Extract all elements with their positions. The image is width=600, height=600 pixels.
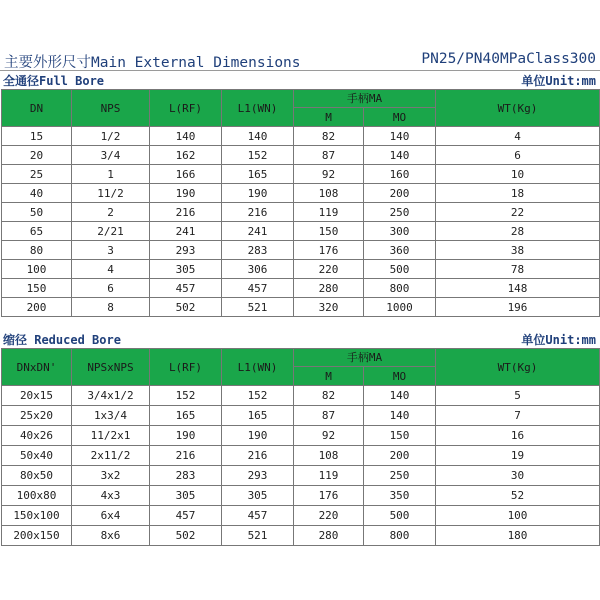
table-row (2, 260, 600, 279)
cell-nps: 6 (72, 279, 150, 298)
col-header-m: M (294, 108, 364, 127)
cell-mo: 140 (364, 406, 436, 426)
table-row (2, 241, 600, 260)
cell-m: 108 (294, 184, 364, 203)
cell-nps: 3x2 (72, 466, 150, 486)
table-row (2, 203, 600, 222)
cell-dn: 50 (2, 203, 72, 222)
cell-l-rf: 293 (150, 241, 222, 260)
col-header-dn: DNxDN' (2, 349, 72, 386)
table-row (2, 298, 600, 317)
cell-l1-wn: 190 (222, 184, 294, 203)
cell-l1-wn: 457 (222, 506, 294, 526)
col-header-l-rf: L(RF) (150, 349, 222, 386)
cell-mo: 150 (364, 426, 436, 446)
cell-l1-wn: 521 (222, 298, 294, 317)
cell-l1-wn: 306 (222, 260, 294, 279)
cell-m: 220 (294, 260, 364, 279)
cell-dn: 65 (2, 222, 72, 241)
cell-m: 150 (294, 222, 364, 241)
cell-m: 92 (294, 165, 364, 184)
col-header-nps: NPS (72, 90, 150, 127)
cell-dn: 150x100 (2, 506, 72, 526)
cell-l1-wn: 152 (222, 146, 294, 165)
full-bore-table (1, 89, 600, 317)
col-header-l1-wn: L1(WN) (222, 349, 294, 386)
cell-l-rf: 162 (150, 146, 222, 165)
cell-mo: 800 (364, 526, 436, 546)
cell-l-rf: 283 (150, 466, 222, 486)
cell-dn: 50x40 (2, 446, 72, 466)
col-header-l-rf: L(RF) (150, 90, 222, 127)
cell-nps: 11/2x1 (72, 426, 150, 446)
cell-wt: 148 (436, 279, 600, 298)
cell-l1-wn: 216 (222, 203, 294, 222)
cell-l-rf: 502 (150, 526, 222, 546)
cell-m: 82 (294, 127, 364, 146)
cell-mo: 350 (364, 486, 436, 506)
cell-wt: 4 (436, 127, 600, 146)
cell-l-rf: 166 (150, 165, 222, 184)
full-bore-body (2, 127, 600, 317)
cell-wt: 78 (436, 260, 600, 279)
cell-l1-wn: 457 (222, 279, 294, 298)
cell-m: 87 (294, 406, 364, 426)
table-row (2, 426, 600, 446)
table-row (2, 279, 600, 298)
cell-l-rf: 152 (150, 386, 222, 406)
cell-nps: 1x3/4 (72, 406, 150, 426)
cell-nps: 6x4 (72, 506, 150, 526)
cell-m: 280 (294, 279, 364, 298)
cell-m: 220 (294, 506, 364, 526)
cell-wt: 19 (436, 446, 600, 466)
cell-l1-wn: 190 (222, 426, 294, 446)
table-row (2, 222, 600, 241)
cell-nps: 3/4 (72, 146, 150, 165)
col-header-m: M (294, 367, 364, 386)
cell-mo: 500 (364, 506, 436, 526)
col-header-dn: DN (2, 90, 72, 127)
cell-wt: 30 (436, 466, 600, 486)
col-header-handle: 手柄MA (294, 90, 436, 108)
reduced-bore-label: 缩径 Reduced Bore (3, 333, 121, 347)
cell-l-rf: 457 (150, 279, 222, 298)
cell-dn: 200 (2, 298, 72, 317)
cell-l-rf: 190 (150, 184, 222, 203)
cell-dn: 20 (2, 146, 72, 165)
cell-dn: 100 (2, 260, 72, 279)
cell-nps: 11/2 (72, 184, 150, 203)
table-row (2, 386, 600, 406)
cell-l-rf: 502 (150, 298, 222, 317)
cell-wt: 180 (436, 526, 600, 546)
table-row (2, 127, 600, 146)
cell-nps: 4x3 (72, 486, 150, 506)
cell-mo: 200 (364, 446, 436, 466)
table-row (2, 526, 600, 546)
cell-mo: 500 (364, 260, 436, 279)
cell-wt: 7 (436, 406, 600, 426)
cell-l1-wn: 521 (222, 526, 294, 546)
cell-wt: 52 (436, 486, 600, 506)
cell-dn: 200x150 (2, 526, 72, 546)
cell-m: 176 (294, 241, 364, 260)
cell-mo: 140 (364, 127, 436, 146)
table-row (2, 165, 600, 184)
col-header-mo: MO (364, 108, 436, 127)
cell-nps: 2x11/2 (72, 446, 150, 466)
cell-nps: 1 (72, 165, 150, 184)
cell-m: 92 (294, 426, 364, 446)
reduced-bore-unit-label: 单位Unit:mm (521, 333, 596, 347)
col-header-wt: WT(Kg) (436, 349, 600, 386)
cell-l-rf: 165 (150, 406, 222, 426)
cell-m: 87 (294, 146, 364, 165)
cell-l-rf: 305 (150, 486, 222, 506)
cell-nps: 3/4x1/2 (72, 386, 150, 406)
table-row (2, 486, 600, 506)
cell-mo: 140 (364, 146, 436, 165)
cell-dn: 15 (2, 127, 72, 146)
page-title: 主要外形尺寸Main External Dimensions (4, 55, 301, 71)
full-bore-label: 全通径Full Bore (3, 74, 105, 88)
col-header-handle: 手柄MA (294, 349, 436, 367)
cell-m: 119 (294, 203, 364, 222)
cell-wt: 16 (436, 426, 600, 446)
cell-l-rf: 140 (150, 127, 222, 146)
table-row (2, 506, 600, 526)
cell-mo: 250 (364, 466, 436, 486)
cell-wt: 5 (436, 386, 600, 406)
cell-dn: 20x15 (2, 386, 72, 406)
cell-m: 176 (294, 486, 364, 506)
table-row (2, 184, 600, 203)
cell-mo: 360 (364, 241, 436, 260)
col-header-mo: MO (364, 367, 436, 386)
cell-m: 320 (294, 298, 364, 317)
cell-wt: 6 (436, 146, 600, 165)
col-header-l1-wn: L1(WN) (222, 90, 294, 127)
cell-nps: 8 (72, 298, 150, 317)
reduced-bore-table (1, 348, 600, 546)
cell-m: 119 (294, 466, 364, 486)
cell-nps: 4 (72, 260, 150, 279)
cell-l1-wn: 293 (222, 466, 294, 486)
cell-l1-wn: 305 (222, 486, 294, 506)
cell-l1-wn: 140 (222, 127, 294, 146)
cell-l1-wn: 241 (222, 222, 294, 241)
cell-dn: 40x26 (2, 426, 72, 446)
cell-dn: 80 (2, 241, 72, 260)
col-header-nps: NPSxNPS (72, 349, 150, 386)
title-row (0, 50, 600, 71)
table-row (2, 446, 600, 466)
cell-l-rf: 190 (150, 426, 222, 446)
cell-mo: 1000 (364, 298, 436, 317)
cell-mo: 160 (364, 165, 436, 184)
cell-mo: 250 (364, 203, 436, 222)
cell-dn: 150 (2, 279, 72, 298)
cell-dn: 100x80 (2, 486, 72, 506)
cell-nps: 2 (72, 203, 150, 222)
cell-wt: 38 (436, 241, 600, 260)
cell-l-rf: 216 (150, 446, 222, 466)
cell-wt: 196 (436, 298, 600, 317)
cell-l-rf: 457 (150, 506, 222, 526)
cell-l-rf: 241 (150, 222, 222, 241)
cell-nps: 3 (72, 241, 150, 260)
full-bore-section-header (0, 72, 600, 88)
table-row (2, 406, 600, 426)
table-row (2, 146, 600, 165)
cell-l-rf: 216 (150, 203, 222, 222)
cell-m: 280 (294, 526, 364, 546)
cell-mo: 800 (364, 279, 436, 298)
col-header-wt: WT(Kg) (436, 90, 600, 127)
pressure-rating: PN25/PN40MPaClass300 (421, 51, 596, 67)
cell-wt: 28 (436, 222, 600, 241)
cell-dn: 25x20 (2, 406, 72, 426)
cell-nps: 8x6 (72, 526, 150, 546)
full-bore-unit-label: 单位Unit:mm (521, 74, 596, 88)
cell-l1-wn: 165 (222, 165, 294, 184)
cell-nps: 1/2 (72, 127, 150, 146)
cell-wt: 100 (436, 506, 600, 526)
cell-mo: 300 (364, 222, 436, 241)
cell-wt: 10 (436, 165, 600, 184)
table-row (2, 466, 600, 486)
cell-m: 82 (294, 386, 364, 406)
cell-dn: 80x50 (2, 466, 72, 486)
cell-l1-wn: 152 (222, 386, 294, 406)
cell-wt: 22 (436, 203, 600, 222)
cell-wt: 18 (436, 184, 600, 203)
reduced-bore-section-header (0, 331, 600, 347)
cell-nps: 2/21 (72, 222, 150, 241)
cell-l-rf: 305 (150, 260, 222, 279)
cell-l1-wn: 283 (222, 241, 294, 260)
cell-mo: 200 (364, 184, 436, 203)
cell-m: 108 (294, 446, 364, 466)
reduced-bore-body (2, 386, 600, 546)
cell-l1-wn: 216 (222, 446, 294, 466)
cell-dn: 25 (2, 165, 72, 184)
cell-mo: 140 (364, 386, 436, 406)
cell-l1-wn: 165 (222, 406, 294, 426)
cell-dn: 40 (2, 184, 72, 203)
